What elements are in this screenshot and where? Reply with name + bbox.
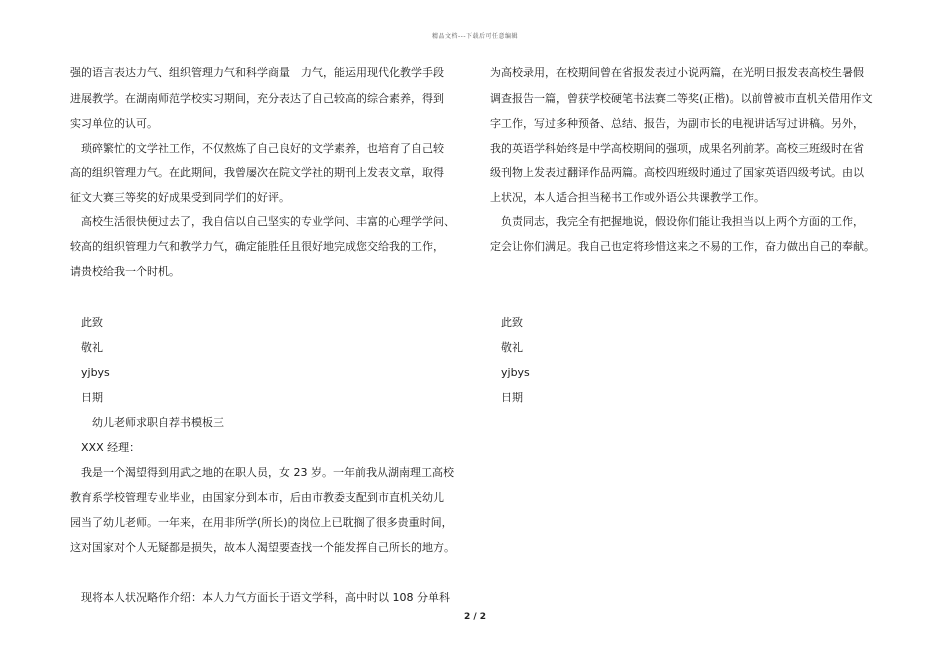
body-text-line: 调查报告一篇，曾获学校硬笔书法赛二等奖(正楷)。以前曾被市直机关借用作文 (490, 92, 873, 105)
body-text-line: 强的语言表达力气、组织管理力气和科学商量 力气，能运用现代化教学手段 (70, 66, 444, 79)
signature-line: yjbys (490, 366, 530, 379)
body-text-line: 请贵校给我一个时机。 (70, 265, 180, 278)
body-text-line: 进展教学。在湖南师范学校实习期间，充分表达了自己较高的综合素养，得到 (70, 92, 444, 105)
page-header: 精品文档---下载后可任意编辑 (432, 33, 518, 40)
body-text-line: 现将本人状况略作介绍：本人力气方面长于语文学科，高中时以 108 分单科 (70, 591, 450, 604)
body-text-line: 琐碎繁忙的文学社工作，不仅熬炼了自己良好的文学素养，也培育了自己较 (70, 142, 444, 155)
closing-line: 敬礼 (70, 341, 103, 354)
body-text-line: 级刊物上发表过翻译作品两篇。高校四班级时通过了国家英语四级考试。由以 (490, 166, 864, 179)
body-text-line: 高的组织管理力气。在此期间，我曾屡次在院文学社的期刊上发表文章，取得 (70, 166, 444, 179)
body-text-line: 园当了幼儿老师。一年来，在用非所学(所长)的岗位上已耽搁了很多贵重时间， (70, 516, 453, 529)
closing-line: 此致 (70, 316, 103, 329)
page-number: 2 / 2 (463, 612, 487, 622)
body-text-line: 我是一个渴望得到用武之地的在职人员，女 23 岁。一年前我从湖南理工高校 (70, 466, 454, 479)
body-text-line: 高校生活很快便过去了，我自信以自己坚实的专业学问、丰富的心理学学问、 (70, 215, 455, 228)
closing-line: 敬礼 (490, 341, 523, 354)
date-line: 日期 (70, 391, 103, 404)
body-text-line: 上状况，本人适合担当秘书工作或外语公共课教学工作。 (490, 191, 765, 204)
body-text-line: 定会让你们满足。我自己也定将珍惜这来之不易的工作，奋力做出自己的奉献。 (490, 240, 875, 253)
body-text-line: 字工作，写过多种预备、总结、报告，为副市长的电视讲话写过讲稿。另外， (490, 117, 864, 130)
body-text-line: 教育系学校管理专业毕业，由国家分到本市，后由市教委支配到市直机关幼儿 (70, 491, 444, 504)
body-text-line: 较高的组织管理力气和教学力气，确定能胜任且很好地完成您交给我的工作， (70, 240, 444, 253)
salutation-line: XXX 经理： (70, 441, 141, 454)
body-text-line: 负责同志，我完全有把握地说，假设你们能让我担当以上两个方面的工作， (490, 215, 864, 228)
closing-line: 此致 (490, 316, 523, 329)
signature-line: yjbys (70, 366, 110, 379)
body-text-line: 我的英语学科始终是中学高校期间的强项，成果名列前茅。高校三班级时在省 (490, 142, 864, 155)
body-text-line: 为高校录用，在校期间曾在省报发表过小说两篇，在光明日报发表高校生暑假 (490, 66, 864, 79)
date-line: 日期 (490, 391, 523, 404)
body-text-line: 征文大赛三等奖的好成果受到同学们的好评。 (70, 191, 290, 204)
section-title: 幼儿老师求职自荐书模板三 (70, 416, 224, 429)
body-text-line: 实习单位的认可。 (70, 117, 158, 130)
body-text-line: 这对国家对个人无疑都是损失，故本人渴望要查找一个能发挥自己所长的地方。 (70, 541, 455, 554)
